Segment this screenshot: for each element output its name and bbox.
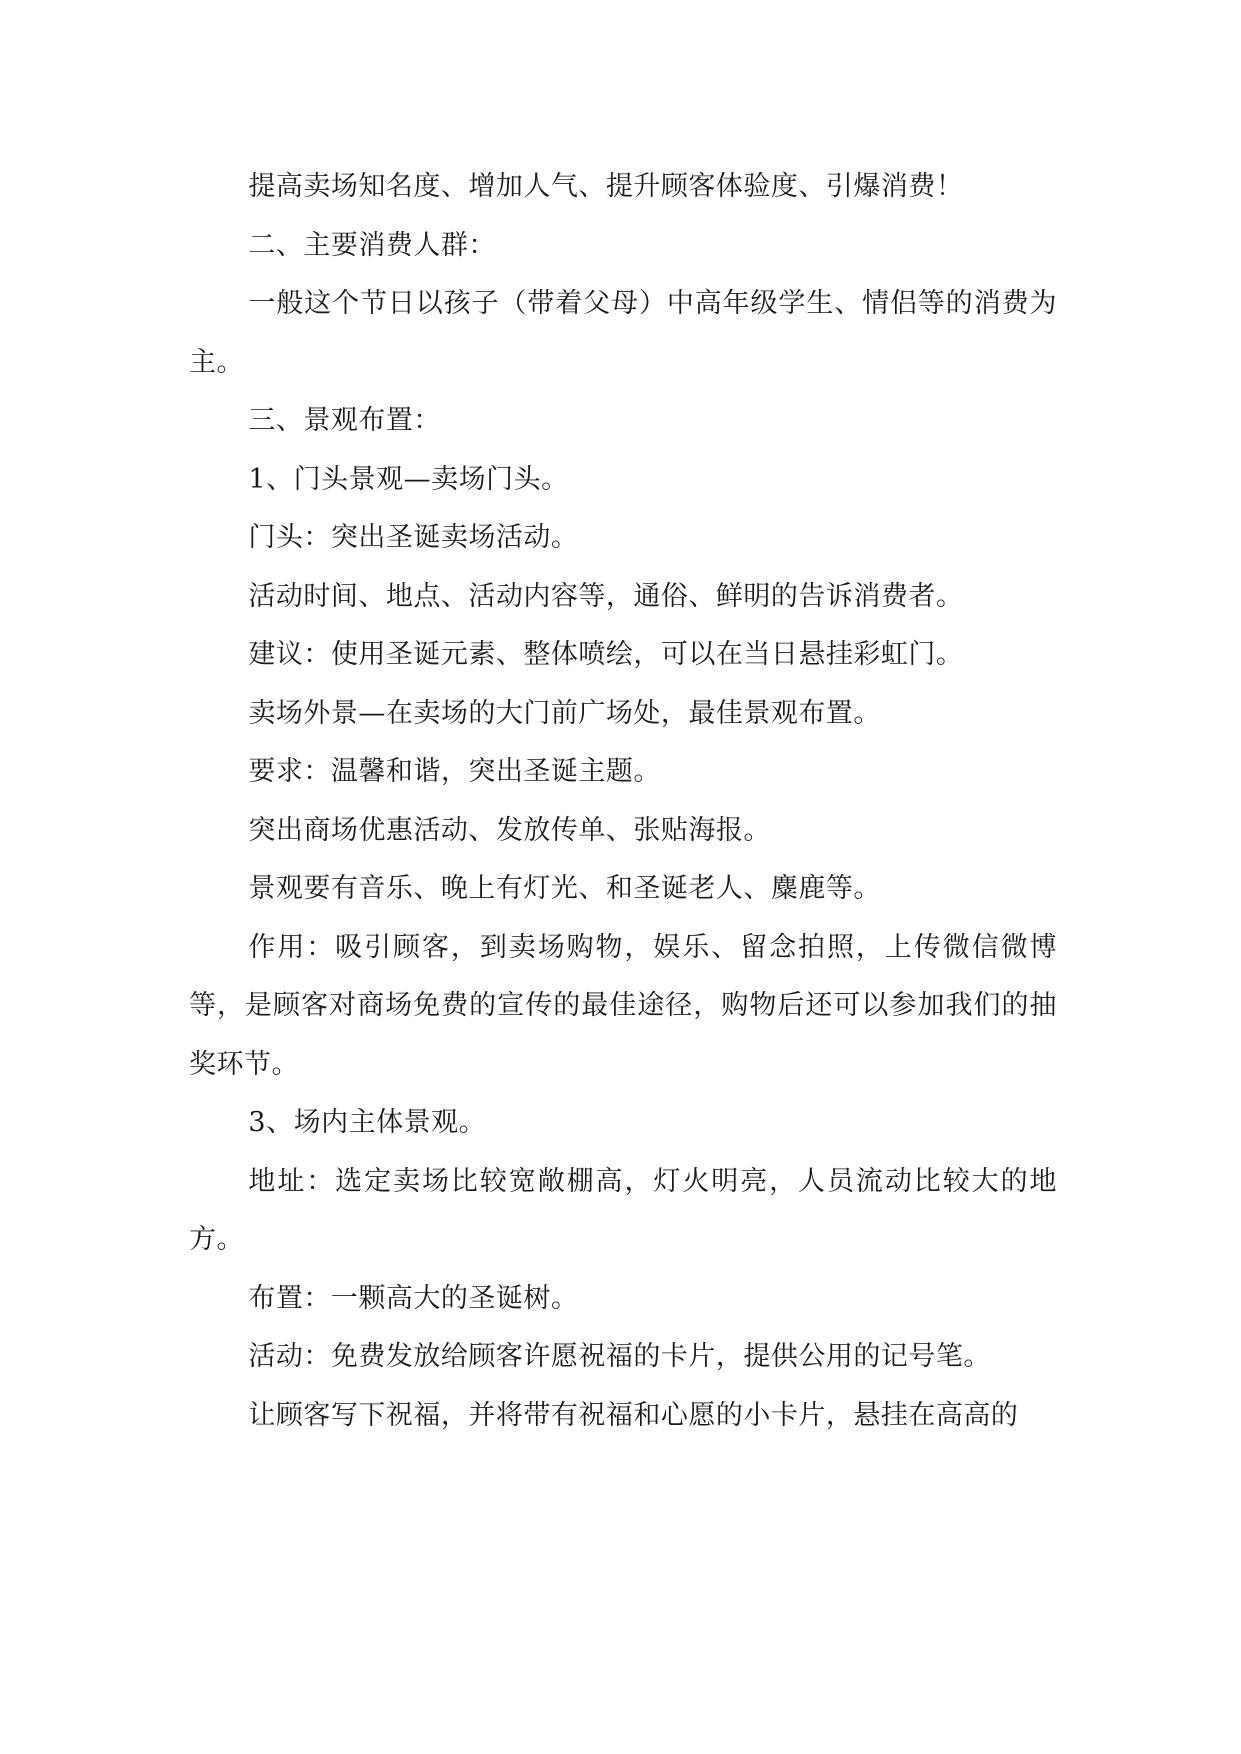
paragraph-entrance: 门头：突出圣诞卖场活动。 bbox=[248, 522, 579, 553]
heading-landscape-layout: 三、景观布置： bbox=[248, 405, 441, 436]
subheading-entrance-landscape: 1、门头景观—卖场门头。 bbox=[248, 463, 569, 495]
paragraph-location: 地址：选定卖场比较宽敞棚高，灯火明亮，人员流动比较大的地方。 bbox=[189, 1165, 1057, 1255]
paragraph-requirement: 要求：温馨和谐，突出圣诞主题。 bbox=[248, 756, 661, 787]
paragraph-target-consumers: 一般这个节日以孩子（带着父母）中高年级学生、情侣等的消费为主。 bbox=[189, 288, 1057, 378]
paragraph-arrangement: 布置：一颗高大的圣诞树。 bbox=[248, 1282, 579, 1314]
heading-target-consumers: 二、主要消费人群： bbox=[248, 229, 496, 261]
paragraph-activity-info: 活动时间、地点、活动内容等，通俗、鲜明的告诉消费者。 bbox=[248, 580, 964, 612]
paragraph-promotions: 突出商场优惠活动、发放传单、张贴海报。 bbox=[248, 814, 771, 846]
subheading-main-landscape: 3、场内主体景观。 bbox=[248, 1107, 487, 1138]
paragraph-exterior: 卖场外景—在卖场的大门前广场处，最佳景观布置。 bbox=[248, 697, 881, 729]
document-body bbox=[189, 158, 1057, 1445]
paragraph-goal: 提高卖场知名度、增加人气、提升顾客体验度、引爆消费！ bbox=[248, 171, 964, 202]
paragraph-activity: 活动：免费发放给顾客许愿祝福的卡片，提供公用的记号笔。 bbox=[248, 1341, 991, 1372]
paragraph-wishes: 让顾客写下祝福，并将带有祝福和心愿的小卡片，悬挂在高高的 bbox=[248, 1399, 1019, 1431]
paragraph-suggestion: 建议：使用圣诞元素、整体喷绘，可以在当日悬挂彩虹门。 bbox=[248, 639, 964, 670]
paragraph-purpose: 作用：吸引顾客，到卖场购物，娱乐、留念拍照，上传微信微博等，是顾客对商场免费的宣传的最佳途径，购物后还可以参加我们的抽奖环节。 bbox=[189, 931, 1057, 1080]
paragraph-landscape-elements: 景观要有音乐、晚上有灯光、和圣诞老人、麋鹿等。 bbox=[248, 873, 881, 904]
